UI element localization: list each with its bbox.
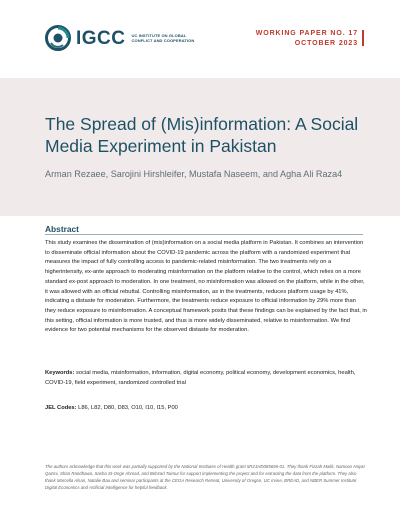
jel-codes (45, 404, 365, 414)
keywords (45, 369, 365, 389)
abstract-divider (45, 234, 363, 235)
logo-tagline: UC INSTITUTE ON GLOBAL CONFLICT AND COOPERATION (131, 33, 195, 43)
paper-authors: Arman Rezaee, Sarojini Hirshleifer, Mustafa Naseem, and Agha Ali Raza4 (45, 169, 343, 179)
igcc-globe-icon (45, 25, 71, 51)
keywords-text: social media, misinformation, information, digital economy, political economy, development economics, health, COVID-19, field experiment, randomized controlled trial (45, 370, 356, 386)
page-header (0, 0, 400, 78)
paper-title: The Spread of (Mis)information: A Social Media Experiment in Pakistan (45, 114, 359, 156)
logo-wordmark: IGCC (76, 27, 126, 49)
working-paper-label (256, 29, 358, 48)
accent-bar (362, 30, 364, 46)
jel-text: L86, L82, D80, D83, O10, I10, I15, P00 (76, 405, 178, 411)
abstract-heading: Abstract (45, 224, 79, 234)
igcc-logo (45, 25, 196, 51)
acknowledgement-footnote: The authors acknowledge that this work was partially supported by the National Institutes of Health grant 5R21HD085696-01. They thank Fizzah Malik, Namoos Hayat Qazmi, Shan Randhawa, Sasha St-Onge Ahmad, and Behzad Taimur for support implementing the project and for extracting the data from the platform. They also thank Marcella Alsan, Natalie Bau and seminar participants at the CEGA Research Retreat, University of Oregon, UC Irvine, BREAD, and NBER Summer Institute: Digital Economics and Artificial Intelligence for helpful feedback. (45, 464, 365, 491)
keywords-label: Keywords: (45, 370, 75, 376)
paper-date: OCTOBER 2023 (294, 39, 358, 47)
jel-label: JEL Codes: (45, 405, 77, 411)
working-paper-number: WORKING PAPER NO. 17 (255, 30, 358, 37)
abstract-body: This study examines the dissemination of (mis)information on a social media platform in Pakistan. It combines an intervention to disseminate official information about the COVID-19 pandemic across the platform with a randomized experiment that measures the impact of fully controlling access to pandemic-related misinformation. The two treatments rely on a higherintensity, ex-ante approach to moderating misinformation on the platform relative to the control, which relies on a more standard ex-post approach to moderation. In one treatment, no misinformation was allowed on the platform, while in the other, it was allowed with an official rebuttal. Controlling misinformation, as in the treatments, reduces platform usage by 41%, indicating a distaste for moderation. Furthermore, the treatments reduce exposure to official information by 29% more than they reduce exposure to misinformation. A conceptual framework posits that these findings can be explained by the fact that, in this setting, official information is more trusted, and thus is more widely disseminated, relative to misinformation. We find evidence for two potential mechanisms for the observed distaste for moderation. (45, 240, 367, 334)
